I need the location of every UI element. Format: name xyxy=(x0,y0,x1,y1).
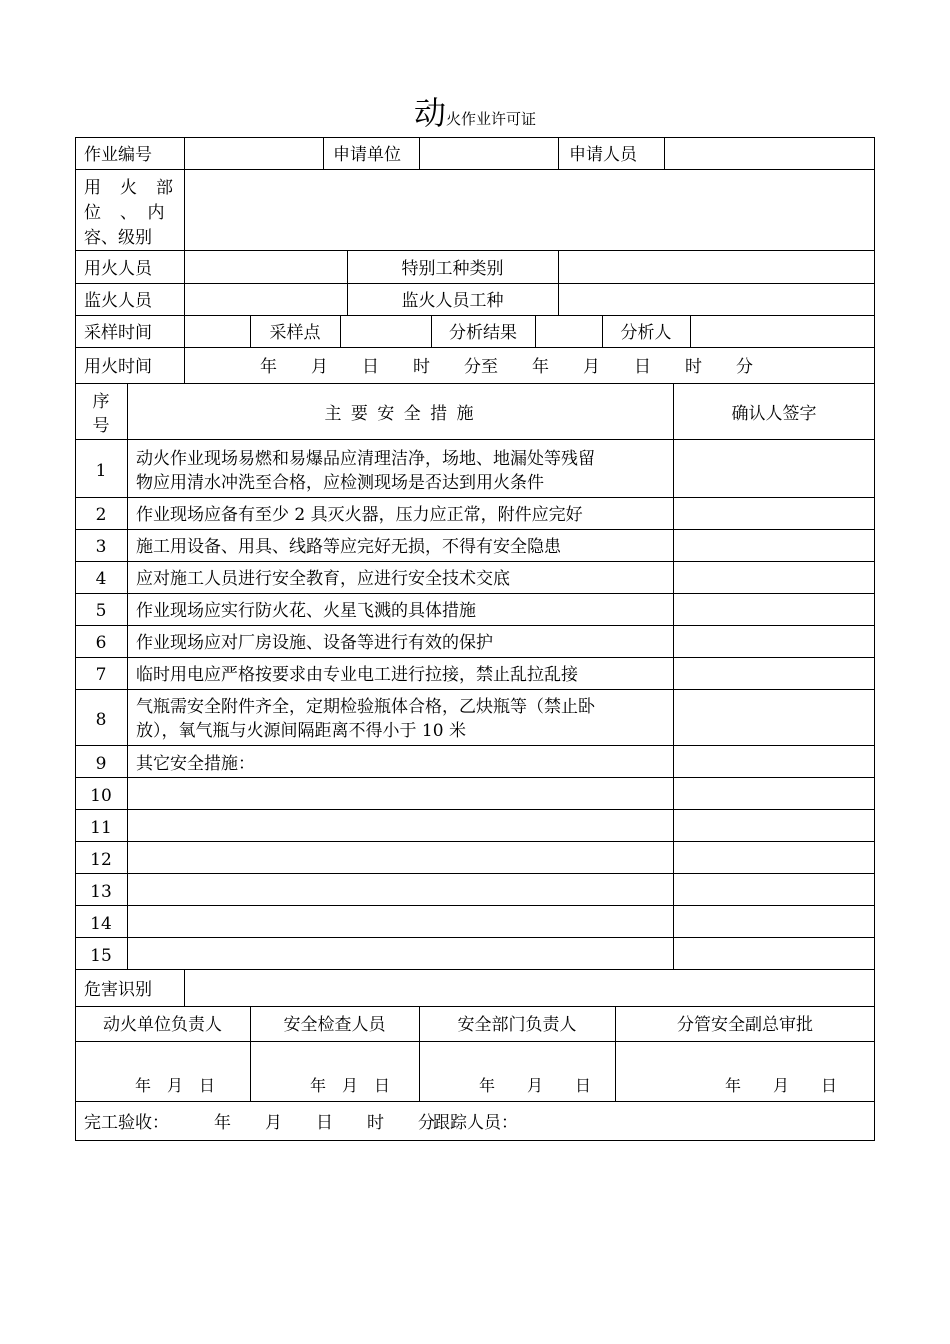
col-sign-header: 确认人签字 xyxy=(731,404,817,424)
measure-text: 气瓶需安全附件齐全，定期检验瓶体合格，乙炔瓶等（禁止卧 xyxy=(136,697,595,717)
safety-inspector-date: 年 月 日 xyxy=(310,1076,391,1095)
measure-no: 5 xyxy=(95,601,107,621)
sampling-time-label: 采样时间 xyxy=(84,323,152,343)
title-big-char: 动 xyxy=(413,94,446,132)
col-no-line1: 序 xyxy=(92,392,110,412)
measure-no: 9 xyxy=(95,754,107,774)
measure-text: 作业现场应备有至少 2 具灭火器，压力应正常，附件应完好 xyxy=(136,505,583,525)
measure-no: 14 xyxy=(90,914,112,934)
vp-approval-date: 年 月 日 xyxy=(725,1076,838,1095)
tracker-label: 跟踪人员： xyxy=(433,1113,518,1133)
col-no-line2: 号 xyxy=(92,416,110,436)
fire-location-label-line2: 位 、 内 xyxy=(84,203,166,223)
applicant-person-label: 申请人员 xyxy=(569,145,637,165)
special-trade-label: 特别工种类别 xyxy=(401,259,504,279)
measure-no: 15 xyxy=(90,946,112,966)
measure-text-cont: 放），氧气瓶与火源间隔距离不得小于 10 米 xyxy=(136,721,466,741)
measure-text-cont: 物应用清水冲洗至合格，应检测现场是否达到用火条件 xyxy=(136,473,544,493)
title-rest: 火作业许可证 xyxy=(446,110,537,128)
safety-dept-head-label: 安全部门负责人 xyxy=(457,1015,577,1035)
measure-no: 11 xyxy=(90,818,112,838)
completion-label: 完工验收： xyxy=(84,1113,169,1133)
safety-dept-head-date: 年 月 日 xyxy=(479,1076,592,1095)
safety-inspector-label: 安全检查人员 xyxy=(283,1015,386,1035)
analysis-result-label: 分析结果 xyxy=(449,323,517,343)
measure-no: 3 xyxy=(95,537,107,557)
fire-watcher-label: 监火人员 xyxy=(84,291,152,311)
measure-no: 10 xyxy=(90,786,112,806)
measure-no: 7 xyxy=(95,665,107,685)
measure-no: 4 xyxy=(95,569,107,589)
fire-location-label-line3: 容、级别 xyxy=(84,228,152,248)
measure-no: 2 xyxy=(95,505,107,525)
measure-text: 作业现场应实行防火花、火星飞溅的具体措施 xyxy=(136,601,476,621)
measure-no: 12 xyxy=(90,850,112,870)
unit-head-date: 年 月 日 xyxy=(135,1076,216,1095)
measure-text: 应对施工人员进行安全教育，应进行安全技术交底 xyxy=(136,569,510,589)
measure-text: 动火作业现场易燃和易爆品应清理洁净，场地、地漏处等残留 xyxy=(136,449,595,469)
measure-text: 施工用设备、用具、线路等应完好无损，不得有安全隐患 xyxy=(136,537,561,557)
measure-text: 其它安全措施： xyxy=(136,754,255,774)
applicant-unit-label: 申请单位 xyxy=(333,145,401,165)
document-title xyxy=(0,88,950,134)
analyst-label: 分析人 xyxy=(620,323,672,343)
measure-no: 6 xyxy=(95,633,107,653)
fire-location-label-line1: 用 火 部 xyxy=(84,178,174,198)
hazard-label: 危害识别 xyxy=(84,980,152,1000)
completion-datetime: 年 月 日 时 分 xyxy=(214,1113,435,1133)
measure-no: 1 xyxy=(95,461,107,481)
sampling-point-label: 采样点 xyxy=(269,323,321,343)
job-number-label: 作业编号 xyxy=(84,145,152,165)
measure-no: 8 xyxy=(95,710,107,730)
measure-no: 13 xyxy=(90,882,112,902)
fire-time-label: 用火时间 xyxy=(84,357,152,377)
col-measure-header: 主 要 安 全 措 施 xyxy=(324,404,476,424)
measure-text: 临时用电应严格按要求由专业电工进行拉接，禁止乱拉乱接 xyxy=(136,665,578,685)
fire-time-value: 年 月 日 时 分至 年 月 日 时 分 xyxy=(260,357,753,377)
watcher-trade-label: 监火人员工种 xyxy=(401,291,504,311)
unit-head-label: 动火单位负责人 xyxy=(103,1015,222,1035)
fire-user-label: 用火人员 xyxy=(84,259,152,279)
measure-text: 作业现场应对厂房设施、设备等进行有效的保护 xyxy=(136,633,493,653)
vp-approval-label: 分管安全副总审批 xyxy=(677,1015,813,1035)
